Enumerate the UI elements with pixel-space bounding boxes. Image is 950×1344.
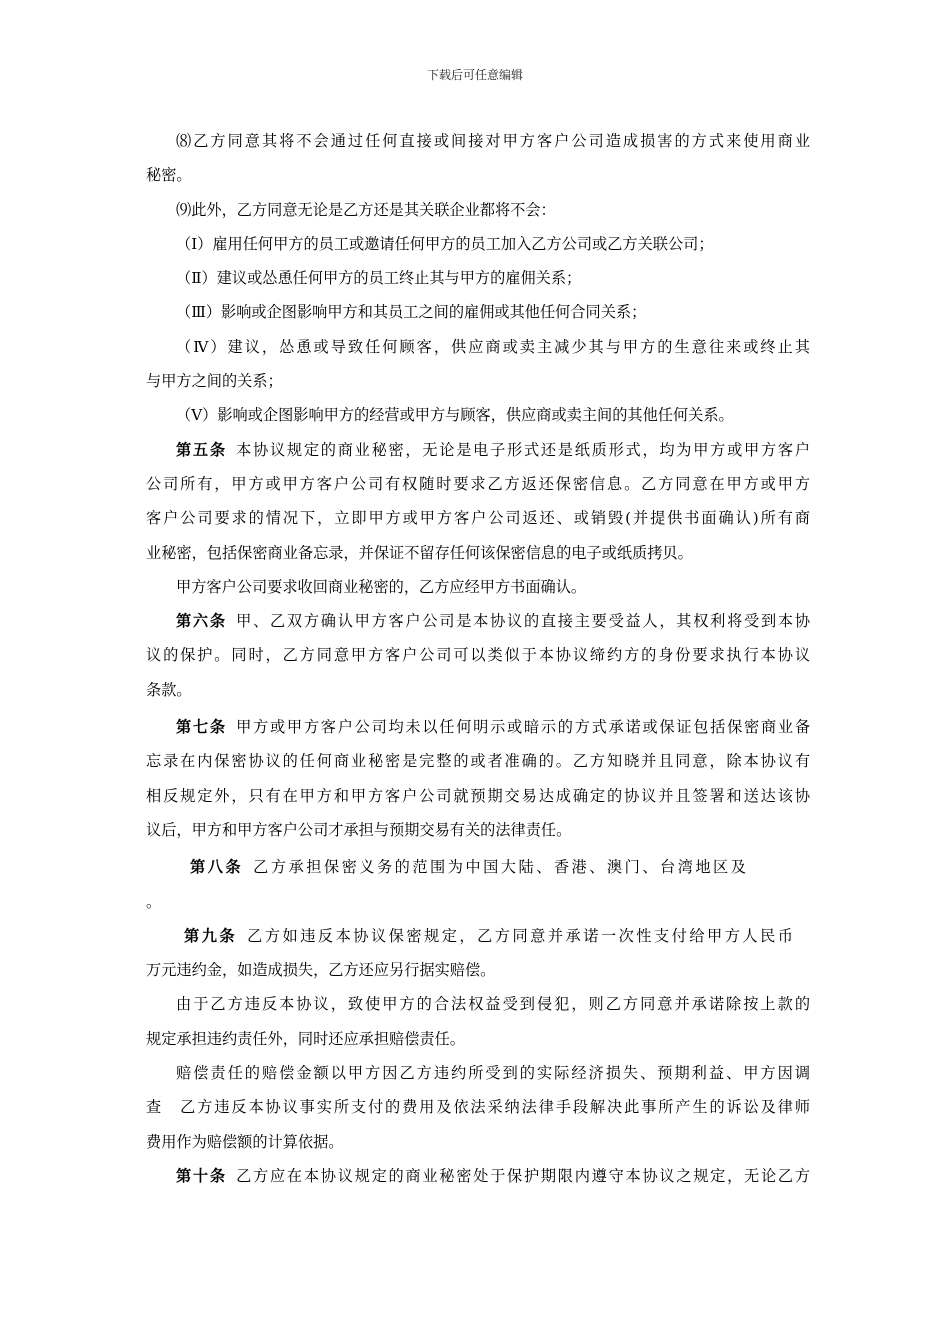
text-line: 议的保护。同时，乙方同意甲方客户公司可以类似于本协议缔约方的身份要求执行本协议 — [146, 646, 810, 665]
text-line: 万元违约金，如造成损失，乙方还应另行据实赔偿。 — [146, 961, 496, 980]
article-heading: 第七条 — [176, 718, 227, 737]
text-line: 乙方应在本协议规定的商业秘密处于保护期限内遵守本协议之规定，无论乙方 — [234, 1166, 811, 1185]
text-line: 甲方或甲方客户公司均未以任何明示或暗示的方式承诺或保证包括保密商业备 — [234, 718, 811, 737]
text-line: 公司所有，甲方或甲方客户公司有权随时要求乙方返还保密信息。乙方同意在甲方或甲方 — [146, 474, 810, 493]
text-line: （Ⅴ）影响或企图影响甲方的经营或甲方与顾客，供应商或卖主间的其他任何关系。 — [176, 406, 734, 425]
text-line: （Ⅱ）建议或怂恿任何甲方的员工终止其与甲方的雇佣关系； — [176, 269, 582, 288]
text-line: 秘密。 — [146, 166, 192, 185]
article-heading: 第十条 — [176, 1166, 227, 1185]
article-8-first-line — [146, 850, 810, 884]
text-line: 相反规定外，只有在甲方和甲方客户公司就预期交易达成确定的协议并且签署和送达该协 — [146, 786, 810, 805]
text-line: 费用作为赔偿额的计算依据。 — [146, 1132, 344, 1151]
text-line: 业秘密，包括保密商业备忘录，并保证不留存任何该保密信息的电子或纸质拷贝。 — [146, 543, 693, 562]
article-heading: 第八条 — [190, 858, 244, 877]
article-5-first-line — [146, 433, 810, 467]
text-line: 。 — [146, 892, 162, 911]
text-line: 客户公司要求的情况下，立即甲方或甲方客户公司返还、或销毁(并提供书面确认)所有商 — [146, 509, 810, 528]
page-header: 下载后可任意编辑 — [426, 68, 523, 82]
document-body — [146, 124, 810, 1193]
text-line: 与甲方之间的关系； — [146, 372, 283, 391]
text-line: （Ⅰ）雇用任何甲方的员工或邀请任何甲方的员工加入乙方公司或乙方关联公司； — [176, 234, 714, 253]
article-heading: 第五条 — [176, 440, 227, 459]
text-line: 条款。 — [146, 680, 192, 699]
text-line: 甲方客户公司要求收回商业秘密的，乙方应经甲方书面确认。 — [176, 577, 587, 596]
text-line: 赔偿责任的赔偿金额以甲方因乙方违约所受到的实际经济损失、预期利益、甲方因调 — [176, 1064, 810, 1083]
text-line: （Ⅲ）影响或企图影响甲方和其员工之间的雇佣或其他任何合同关系； — [176, 303, 647, 322]
text-line: 本协议规定的商业秘密，无论是电子形式还是纸质形式，均为甲方或甲方客户 — [234, 440, 811, 459]
text-line: 乙方如违反本协议保密规定，乙方同意并承诺一次性支付给甲方人民币 — [247, 926, 796, 945]
text-line: （Ⅳ）建议，怂恿或导致任何顾客，供应商或卖主减少其与甲方的生意往来或终止其 — [176, 337, 810, 356]
text-line: 议后，甲方和甲方客户公司才承担与预期交易有关的法律责任。 — [146, 820, 572, 839]
article-10-first-line — [146, 1159, 810, 1193]
text-line: ⑻乙方同意其将不会通过任何直接或间接对甲方客户公司造成损害的方式来使用商业 — [176, 132, 810, 150]
text-line: 查 乙方违反本协议事实所支付的费用及依法采纳法律手段解决此事所产生的诉讼及律师 — [146, 1098, 810, 1117]
text-line: ⑼此外，乙方同意无论是乙方还是其关联企业都将不会： — [176, 200, 556, 219]
text-line: 由于乙方违反本协议，致使甲方的合法权益受到侵犯，则乙方同意并承诺除按上款的 — [176, 995, 810, 1014]
text-line: 甲、乙双方确认甲方客户公司是本协议的直接主要受益人，其权利将受到本协 — [234, 612, 811, 631]
article-9-first-line — [146, 919, 810, 953]
article-heading: 第六条 — [176, 612, 227, 631]
article-7-first-line — [146, 710, 810, 744]
article-heading: 第九条 — [184, 926, 238, 945]
text-line: 规定承担违约责任外，同时还应承担赔偿责任。 — [146, 1029, 465, 1048]
text-line: 乙方承担保密义务的范围为中国大陆、香港、澳门、台湾地区及 — [253, 858, 749, 877]
article-6-first-line — [146, 604, 810, 638]
text-line: 忘录在内保密协议的任何商业秘密是完整的或者准确的。乙方知晓并且同意，除本协议有 — [146, 752, 810, 771]
